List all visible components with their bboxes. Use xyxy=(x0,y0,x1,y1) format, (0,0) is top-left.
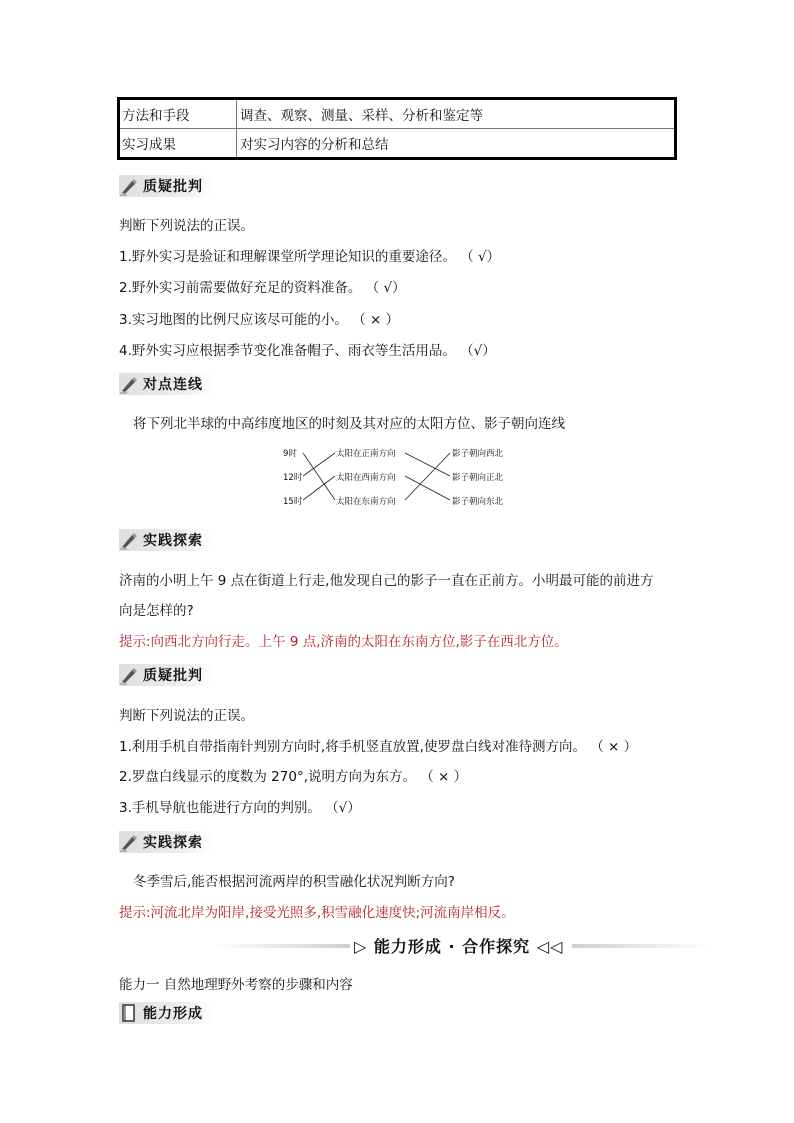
match-line xyxy=(303,453,335,476)
question-text: 冬季雪后,能否根据河流两岸的积雪融化状况判断方向? xyxy=(133,874,455,890)
list-item: 4.野外实习应根据季节变化准备帽子、雨衣等生活用品。 （√） xyxy=(119,343,496,359)
section-title: 实践探索 xyxy=(143,835,203,851)
double-arrow-left-icon: ◁◁ xyxy=(536,937,564,956)
book-icon xyxy=(119,1003,139,1023)
match-line xyxy=(303,476,335,500)
pen-icon xyxy=(119,665,139,685)
shadow-label: 影子朝向东北 xyxy=(452,497,504,507)
section-title: 能力形成 xyxy=(143,1006,203,1022)
sun-label: 太阳在东南方向 xyxy=(336,497,396,507)
table-cell-value: 调查、观察、测量、采样、分析和鉴定等 xyxy=(237,99,676,129)
match-line xyxy=(303,453,335,500)
section-header-critique-2 xyxy=(119,664,213,686)
list-item: 1.利用手机自带指南针判别方向时,将手机竖直放置,使罗盘白线对准待测方向。 （ × ） xyxy=(119,739,638,755)
section-title: 对点连线 xyxy=(143,377,203,393)
banner-bar-right xyxy=(572,944,712,948)
list-item: 2.野外实习前需要做好充足的资料准备。 （ √） xyxy=(119,280,406,296)
table-cell-value: 对实习内容的分析和总结 xyxy=(237,129,676,159)
section-header-critique xyxy=(119,175,213,197)
banner-title xyxy=(354,934,563,957)
section-title: 质疑批判 xyxy=(143,179,203,195)
table-row xyxy=(119,129,676,159)
match-line xyxy=(405,476,450,500)
section-title: 质疑批判 xyxy=(143,668,203,684)
section-header-practice-2 xyxy=(119,831,213,853)
question-text: 济南的小明上午 9 点在街道上行走,他发现自己的影子一直在正前方。小明最可能的前进方 xyxy=(119,573,654,589)
pen-icon xyxy=(119,374,139,394)
sun-label: 太阳在正南方向 xyxy=(336,449,396,459)
shadow-label: 影子朝向正北 xyxy=(452,473,504,483)
pen-icon xyxy=(119,832,139,852)
pen-icon xyxy=(119,530,139,550)
matching-lines xyxy=(283,443,523,509)
hint-text: 提示:河流北岸为阳岸,接受光照多,积雪融化速度快;河流南岸相反。 xyxy=(119,905,515,921)
shadow-label: 影子朝向西北 xyxy=(452,449,504,459)
ability-title: 能力一 自然地理野外考察的步骤和内容 xyxy=(119,977,353,993)
section-intro: 判断下列说法的正误。 xyxy=(119,218,254,234)
section-title: 实践探索 xyxy=(143,533,203,549)
list-item: 3.实习地图的比例尺应该尽可能的小。 （ × ） xyxy=(119,312,400,328)
list-item: 3.手机导航也能进行方向的判别。 （√） xyxy=(119,800,361,816)
hint-text: 提示:向西北方向行走。上午 9 点,济南的太阳在东南方位,影子在西北方位。 xyxy=(119,634,568,650)
section-header-ability xyxy=(119,1002,213,1024)
arrow-right-icon: ▷ xyxy=(354,937,368,956)
time-label: 12时 xyxy=(283,473,303,483)
table-row xyxy=(119,99,676,129)
method-table xyxy=(117,97,677,160)
banner-text: 能力形成 · 合作探究 xyxy=(373,937,531,956)
match-line xyxy=(405,453,450,476)
table-cell-key: 方法和手段 xyxy=(119,99,237,129)
list-item: 2.罗盘白线显示的度数为 270°,说明方向为东方。 （ × ） xyxy=(119,769,468,785)
list-item: 1.野外实习是验证和理解课堂所学理论知识的重要途径。 （ √） xyxy=(119,249,501,265)
section-intro: 将下列北半球的中高纬度地区的时刻及其对应的太阳方位、影子朝向连线 xyxy=(133,416,565,432)
section-header-matching xyxy=(119,373,213,395)
pen-icon xyxy=(119,176,139,196)
matching-diagram xyxy=(283,443,523,509)
section-header-practice xyxy=(119,529,213,551)
banner-bar-left xyxy=(212,944,350,948)
time-label: 15时 xyxy=(283,497,303,507)
time-label: 9时 xyxy=(283,449,297,459)
sun-label: 太阳在西南方向 xyxy=(336,473,396,483)
chapter-banner xyxy=(212,934,712,958)
match-line xyxy=(405,453,450,500)
question-text: 向是怎样的? xyxy=(119,603,194,619)
table-cell-key: 实习成果 xyxy=(119,129,237,159)
section-intro: 判断下列说法的正误。 xyxy=(119,708,254,724)
